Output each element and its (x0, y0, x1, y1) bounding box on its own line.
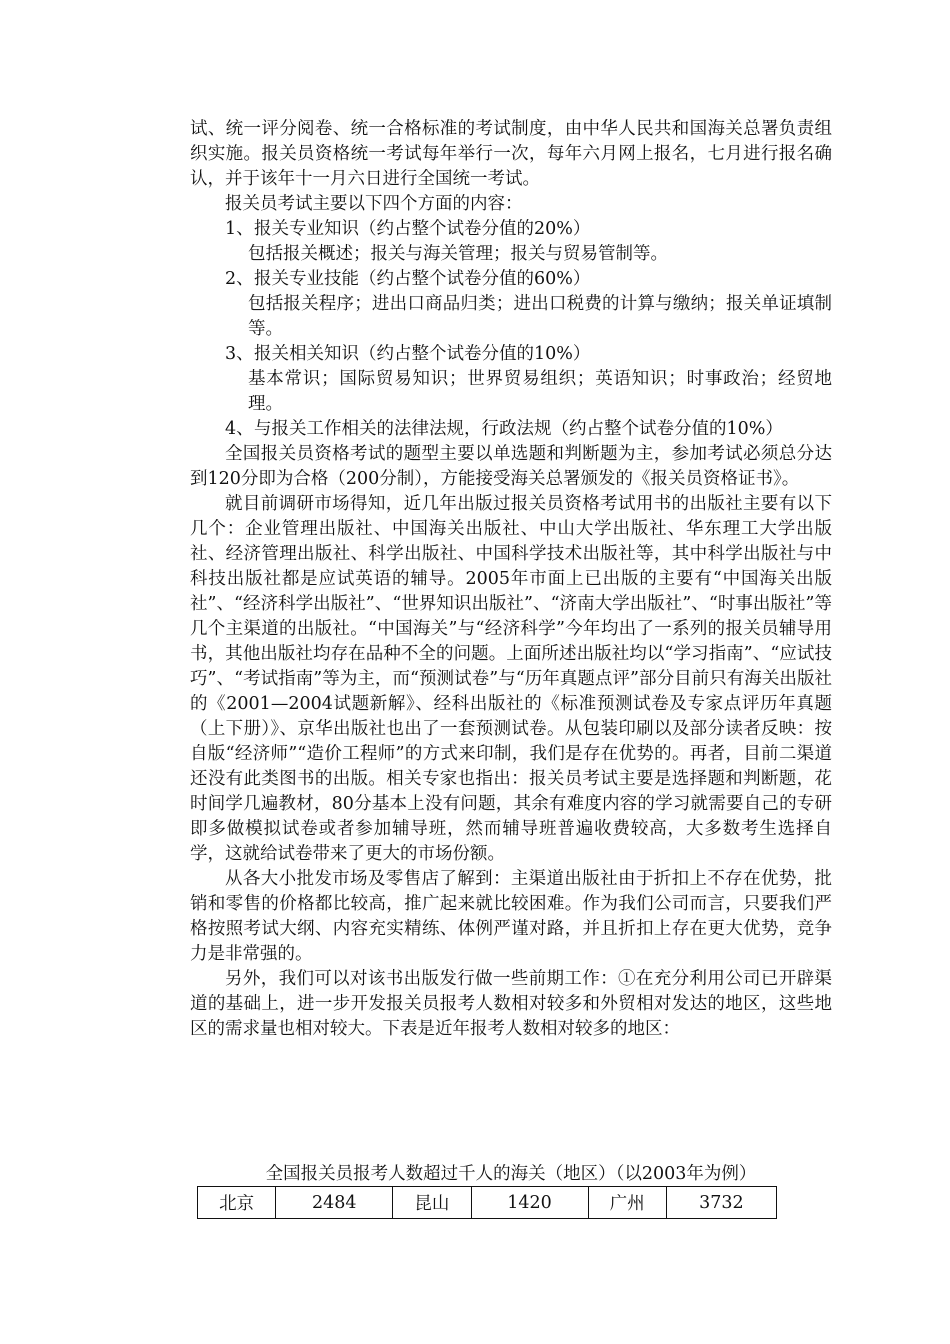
exam-item-detail: 包括报关概述；报关与海关管理；报关与贸易管制等。 (248, 244, 668, 264)
exam-item-number: 3、 (225, 344, 254, 364)
document-body (190, 117, 832, 1042)
exam-item-number: 2、 (225, 269, 254, 289)
paragraph-exam-system: 试、统一评分阅卷、统一合格标准的考试制度，由中华人民共和国海关总署负责组织实施。报关员资格统一考试每年举行一次，每年六月网上报名，七月进行报名确认，并于该年十一月六日进行全国统一考试。 (190, 119, 832, 189)
table-cell-region: 北京 (198, 1187, 276, 1219)
exam-item-number: 1、 (225, 219, 254, 239)
paragraph-wholesale-market: 从各大小批发市场及零售店了解到：主渠道出版社由于折扣上不存在优势，批销和零售的价格都比较高，推广起来就比较困难。作为我们公司而言，只要我们严格按照考试大纲、内容充实精练、体例严谨对路，并且折扣上存在更大优势，竞争力是非常强的。 (190, 869, 832, 964)
exam-item-1 (190, 217, 832, 242)
paragraph-question-types: 全国报关员资格考试的题型主要以单选题和判断题为主，参加考试必须总分达到120分即为合格（200分制），方能接受海关总署颁发的《报关员资格证书》。 (190, 444, 832, 489)
exam-item-number: 4、 (225, 419, 254, 439)
table-cell-count: 1420 (471, 1187, 588, 1219)
exam-item-title: 与报关工作相关的法律法规，行政法规（约占整个试卷分值的10%） (254, 419, 783, 439)
exam-item-detail: 包括报关程序；进出口商品归类；进出口税费的计算与缴纳；报关单证填制等。 (248, 294, 832, 339)
paragraph-exam-content-intro: 报关员考试主要以下四个方面的内容： (225, 194, 523, 214)
exam-item-3 (190, 342, 832, 367)
table-cell-count: 3732 (666, 1187, 776, 1219)
paragraph-market-research: 就目前调研市场得知，近几年出版过报关员资格考试用书的出版社主要有以下几个：企业管理出版社、中国海关出版社、中山大学出版社、华东理工大学出版社、经济管理出版社、科学出版社、中国科学技术出版社等，其中科学出版社与中科技出版社都是应试英语的辅导。2005年市面上已出版的主要有“中国海关出版社”、“经济科学出版社”、“世界知识出版社”、“济南大学出版社”、“时事出版社”等几个主渠道的出版社。“中国海关”与“经济科学”今年均出了一系列的报关员辅导用书，其他出版社均存在品种不全的问题。上面所述出版社均以“学习指南”、“应试技巧”、“考试指南”等为主，而“预测试卷”与“历年真题点评”部分目前只有海关出版社的《2001—2004试题新解》、经科出版社的《标准预测试卷及专家点评历年真题（上下册）》、京华出版社也出了一套预测试卷。从包装印刷以及部分读者反映：按自版“经济师”“造价工程师”的方式来印制，我们是存在优势的。再者，目前二渠道还没有此类图书的出版。相关专家也指出：报关员考试主要是选择题和判断题，花时间学几遍教材，80分基本上没有问题，其余有难度内容的学习就需要自己的专研即多做模拟试卷或者参加辅导班，然而辅导班普遍收费较高，大多数考生选择自学，这就给试卷带来了更大的市场份额。 (190, 494, 832, 864)
table-cell-region: 昆山 (393, 1187, 471, 1219)
table-row (198, 1187, 777, 1219)
table-cell-region: 广州 (588, 1187, 666, 1219)
exam-item-title: 报关专业知识（约占整个试卷分值的20%） (254, 219, 591, 239)
table-caption: 全国报关员报考人数超过千人的海关（地区）（以2003年为例） (265, 1164, 757, 1184)
exam-item-4 (190, 417, 832, 442)
exam-item-2 (190, 267, 832, 292)
exam-item-detail: 基本常识；国际贸易知识；世界贸易组织；英语知识；时事政治；经贸地理。 (248, 369, 832, 414)
exam-item-title: 报关相关知识（约占整个试卷分值的10%） (254, 344, 591, 364)
paragraph-preliminary-work: 另外，我们可以对该书出版发行做一些前期工作：①在充分利用公司已开辟渠道的基础上，进一步开发报关员报考人数相对较多和外贸相对发达的地区，这些地区的需求量也相对较大。下表是近年报考人数相对较多的地区： (190, 969, 832, 1039)
exam-item-title: 报关专业技能（约占整个试卷分值的60%） (254, 269, 591, 289)
table-cell-count: 2484 (276, 1187, 393, 1219)
registration-table (197, 1186, 777, 1219)
